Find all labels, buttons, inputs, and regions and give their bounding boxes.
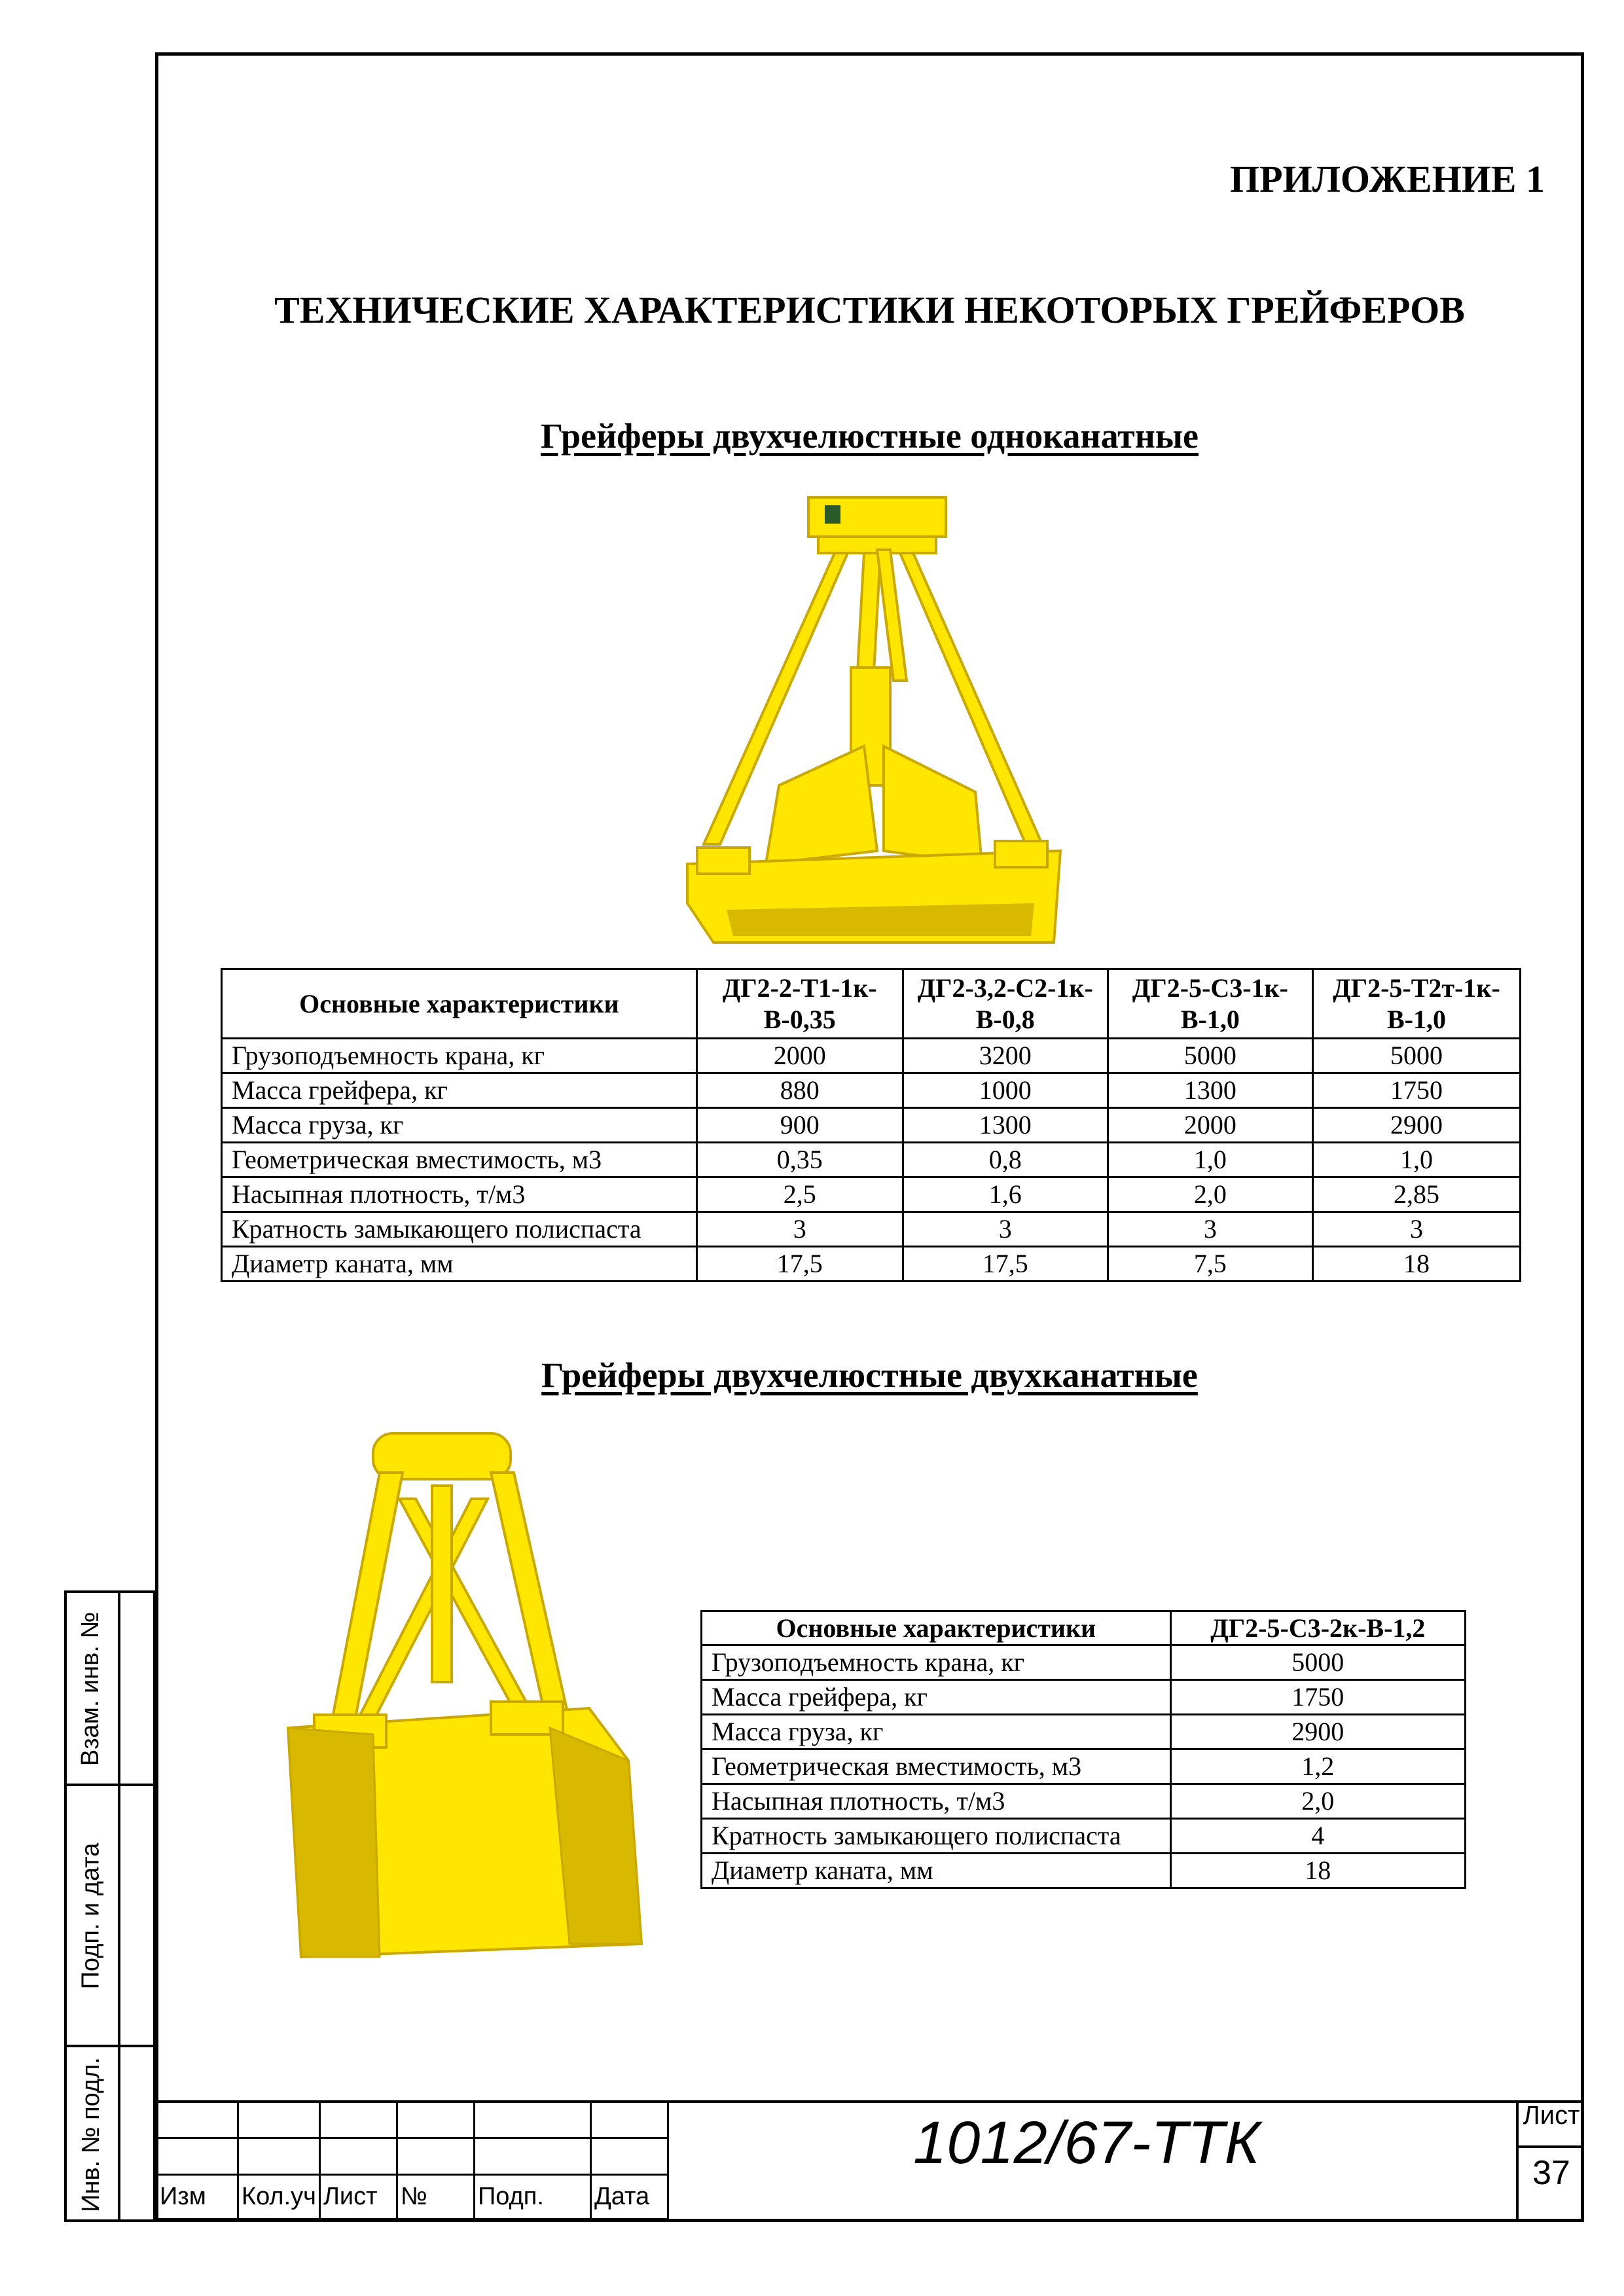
table-row [702,1854,1466,1888]
table-cell: 2,0 [1108,1177,1312,1212]
side-divider [118,1590,120,2222]
table-header-cell: ДГ2-3,2-С2-1к- В-0,8 [903,969,1108,1039]
table-cell: Масса груза, кг [702,1715,1171,1749]
table-cell: 1300 [903,1108,1108,1143]
table-cell: 2,85 [1312,1177,1520,1212]
table-header-cell: ДГ2-2-Т1-1к- В-0,35 [696,969,903,1039]
table-cell: 18 [1170,1854,1465,1888]
stamp-col-label: Изм [156,2175,238,2219]
table-cell: 5000 [1312,1039,1520,1073]
table-cell: 880 [696,1073,903,1108]
table-cell: Диаметр каната, мм [702,1854,1171,1888]
table-cell: 2900 [1312,1108,1520,1143]
table-cell: 17,5 [903,1247,1108,1282]
table-cell: 3 [1108,1212,1312,1247]
table-header-cell: Основные характеристики [702,1611,1171,1645]
table-cell: 2000 [1108,1108,1312,1143]
section1-heading: Грейферы двухчелюстные одноканатные [541,416,1199,456]
side-label-orig-inv: Инв. № подл. [77,2057,105,2212]
sheet-divider [1516,2145,1584,2148]
table-cell: 7,5 [1108,1247,1312,1282]
stamp-col-label: Дата [590,2175,668,2219]
table-cell: 3 [1312,1212,1520,1247]
section2-heading: Грейферы двухчелюстные двухканатные [541,1355,1198,1395]
table-cell: Геометрическая вместимость, м3 [702,1749,1171,1784]
table-cell: 1,0 [1312,1143,1520,1177]
table-row [222,1212,1521,1247]
table-cell: 4 [1170,1819,1465,1854]
table-cell: 1,0 [1108,1143,1312,1177]
table-cell: 2000 [696,1039,903,1073]
table-cell: Масса груза, кг [222,1108,697,1143]
table-row [222,1247,1521,1282]
sheet-number: 37 [1532,2154,1570,2192]
table-row [222,1108,1521,1143]
table-row [702,1749,1466,1784]
table-cell: 3 [696,1212,903,1247]
title-block-grid [155,2100,669,2220]
single-rope-grab-image [668,484,1074,949]
table-cell: 1,2 [1170,1749,1465,1784]
document-number: 1012/67-ТТК [913,2109,1260,2176]
table-row [702,1784,1466,1819]
table-cell: Грузоподъемность крана, кг [702,1645,1171,1680]
stamp-col-label: Кол.уч [238,2175,320,2219]
table-cell: Насыпная плотность, т/м3 [702,1784,1171,1819]
table-header-cell: Основные характеристики [222,969,697,1039]
side-label-replace-inv: Взам. инв. № [77,1611,105,1766]
table-cell: 1750 [1170,1680,1465,1715]
table-cell: 0,8 [903,1143,1108,1177]
table-cell: 2,0 [1170,1784,1465,1819]
stamp-col-label: № [397,2175,474,2219]
table-cell: 5000 [1108,1039,1312,1073]
table-cell: 2,5 [696,1177,903,1212]
stamp-col-label: Подп. [474,2175,590,2219]
table-cell: Кратность замыкающего полиспаста [702,1819,1171,1854]
double-rope-spec-table [700,1610,1466,1889]
stamp-col-label: Лист [319,2175,397,2219]
table-cell: 17,5 [696,1247,903,1282]
side-label-sign-date: Подп. и дата [77,1842,105,1990]
table-cell: 2900 [1170,1715,1465,1749]
table-cell: Диаметр каната, мм [222,1247,697,1282]
table-row [222,1039,1521,1073]
appendix-label: ПРИЛОЖЕНИЕ 1 [1230,158,1545,200]
table-cell: Геометрическая вместимость, м3 [222,1143,697,1177]
table-row [222,1177,1521,1212]
table-cell: 0,35 [696,1143,903,1177]
table-cell: 1300 [1108,1073,1312,1108]
table-cell: 3 [903,1212,1108,1247]
table-cell: Масса грейфера, кг [702,1680,1171,1715]
table-header-cell: ДГ2-5-Т2т-1к- В-1,0 [1312,969,1520,1039]
table-row [702,1680,1466,1715]
table-row [222,1073,1521,1108]
table-header-cell: ДГ2-5-С3-1к- В-1,0 [1108,969,1312,1039]
side-divider [64,2045,156,2047]
table-cell: Грузоподъемность крана, кг [222,1039,697,1073]
table-row [702,1819,1466,1854]
table-row [222,1143,1521,1177]
title-block-top-line [155,2100,1584,2103]
sheet-label: Лист [1523,2101,1580,2130]
table-cell: 1750 [1312,1073,1520,1108]
table-header-cell: ДГ2-5-С3-2к-В-1,2 [1170,1611,1465,1645]
table-cell: 1000 [903,1073,1108,1108]
table-cell: 900 [696,1108,903,1143]
side-divider [64,1784,156,1786]
table-row [702,1645,1466,1680]
table-row [702,1715,1466,1749]
table-cell: 1,6 [903,1177,1108,1212]
page-title: ТЕХНИЧЕСКИЕ ХАРАКТЕРИСТИКИ НЕКОТОРЫХ ГРЕЙФЕРОВ [274,289,1465,331]
table-cell: Кратность замыкающего полиспаста [222,1212,697,1247]
table-cell: Масса грейфера, кг [222,1073,697,1108]
table-cell: 3200 [903,1039,1108,1073]
table-cell: 5000 [1170,1645,1465,1680]
double-rope-grab-image [275,1420,661,1996]
table-cell: 18 [1312,1247,1520,1282]
single-rope-spec-table [221,968,1521,1282]
table-cell: Насыпная плотность, т/м3 [222,1177,697,1212]
